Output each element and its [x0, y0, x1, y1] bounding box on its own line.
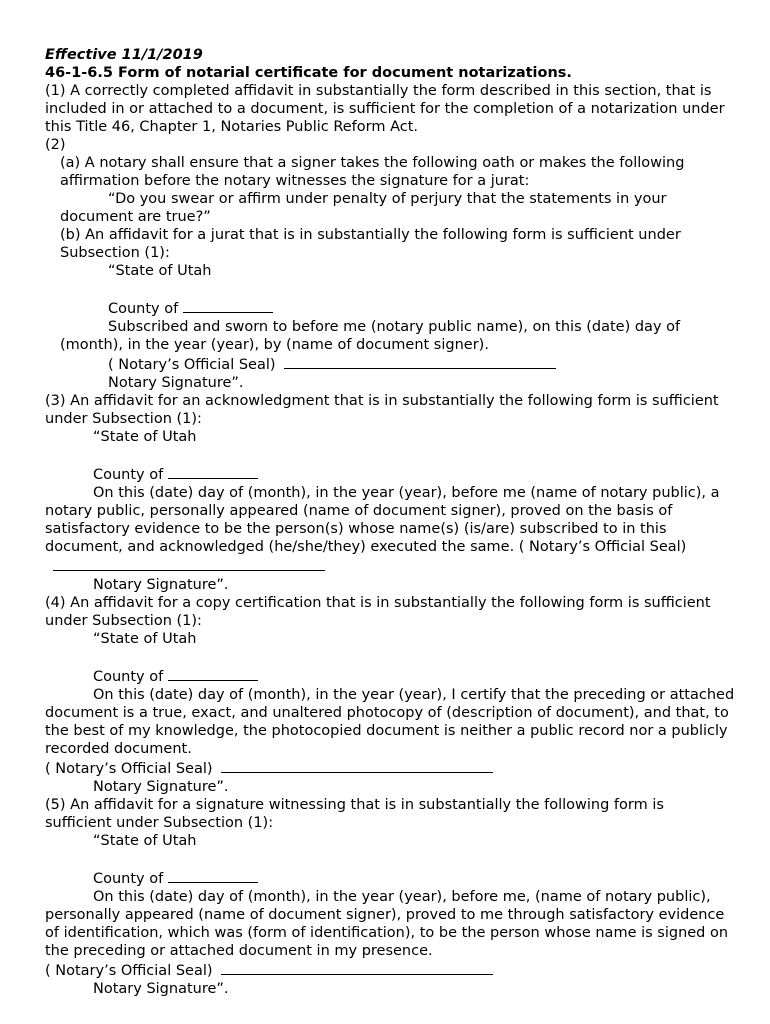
- ack-body: On this (date) day of (month), in the year (year), before me (name of notary public), a notary public, personally appeared (name of document signer), proved on the basis of satisfactory evidence to be the person(s) whose name(s) (is/are) subscribed to in this document, and acknowledged (he/she/they) executed the same. ( Notary’s Official Seal): [45, 484, 735, 576]
- witness-state: “State of Utah: [93, 833, 197, 849]
- subsection-2a: (a) A notary shall ensure that a signer takes the following oath or makes the following affirmation before the notary witnesses the signature for a jurat:: [60, 155, 685, 189]
- statute-text: [45, 46, 735, 998]
- copy-body: On this (date) day of (month), in the year (year), I certify that the preceding or attached document is a true, exact, and unaltered photocopy of (description of document), and that, to the best of my knowledge, the photocopied document is neither a public record nor a publicly recorded document.: [45, 687, 735, 757]
- witness-seal: ( Notary’s Official Seal): [45, 960, 735, 980]
- jurat-signature: Notary Signature”.: [108, 375, 244, 391]
- jurat-seal: ( Notary’s Official Seal): [45, 354, 735, 374]
- ack-signature: Notary Signature”.: [93, 577, 229, 593]
- ack-county: County of: [45, 464, 735, 484]
- county-blank[interactable]: [168, 666, 258, 681]
- copy-county: County of: [45, 666, 735, 686]
- copy-state: “State of Utah: [93, 631, 197, 647]
- witness-county: County of: [45, 868, 735, 888]
- jurat-county: County of: [45, 298, 735, 318]
- county-blank[interactable]: [168, 868, 258, 883]
- copy-seal: ( Notary’s Official Seal): [45, 758, 735, 778]
- jurat-body: Subscribed and sworn to before me (notary public name), on this (date) day of (month), in the year (year), by (name of document signer).: [60, 319, 681, 353]
- signature-line[interactable]: [221, 960, 493, 975]
- subsection-1: (1) A correctly completed affidavit in substantially the form described in this section, that is included in or attached to a document, is sufficient for the completion of a notarization under this Title 46, Chapter 1, Notaries Public Reform Act.: [45, 83, 725, 135]
- subsection-3: (3) An affidavit for an acknowledgment that is in substantially the following form is sufficient under Subsection (1):: [45, 393, 719, 427]
- oath-text: “Do you swear or affirm under penalty of perjury that the statements in your document are true?”: [60, 191, 667, 225]
- ack-state: “State of Utah: [93, 429, 197, 445]
- witness-signature: Notary Signature”.: [93, 981, 229, 997]
- signature-line[interactable]: [221, 758, 493, 773]
- section-title: 46-1-6.5 Form of notarial certificate for document notarizations.: [45, 65, 572, 81]
- effective-date: Effective 11/1/2019: [45, 47, 203, 63]
- copy-signature: Notary Signature”.: [93, 779, 229, 795]
- county-blank[interactable]: [183, 298, 273, 313]
- witness-body: On this (date) day of (month), in the year (year), before me, (name of notary public), personally appeared (name of document signer), proved to me through satisfactory evidence of identification, which was (form of identification), to be the person whose name is signed on the preceding or attached document in my presence.: [45, 889, 729, 959]
- county-blank[interactable]: [168, 464, 258, 479]
- jurat-state: “State of Utah: [108, 263, 212, 279]
- signature-line[interactable]: [284, 354, 556, 369]
- subsection-4: (4) An affidavit for a copy certification that is in substantially the following form is sufficient under Subsection (1):: [45, 595, 711, 629]
- subsection-2-label: (2): [45, 137, 66, 153]
- subsection-5: (5) An affidavit for a signature witnessing that is in substantially the following form is sufficient under Subsection (1):: [45, 797, 664, 831]
- subsection-2b: (b) An affidavit for a jurat that is in substantially the following form is sufficient under Subsection (1):: [60, 227, 681, 261]
- signature-line[interactable]: [53, 556, 325, 571]
